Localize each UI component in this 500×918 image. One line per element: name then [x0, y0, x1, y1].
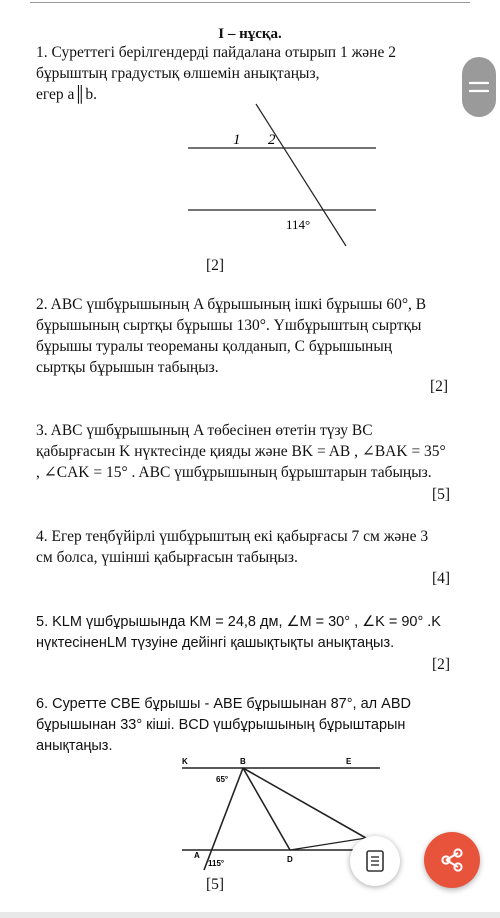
question-2-line: сыртқы бұрышын табыңыз. [36, 359, 219, 376]
question-6 [36, 694, 456, 757]
score-q4: [4] [432, 570, 451, 587]
question-1-line: егер a║b. [36, 86, 98, 103]
point-a-label: A [194, 851, 200, 860]
question-6-line: бұрышынан 33° кіші. BCD үшбұрышының бұрыштарын [36, 717, 406, 733]
question-3 [36, 420, 456, 483]
question-4 [36, 526, 456, 568]
score-q2: [2] [430, 378, 449, 395]
angle-114-label: 114° [286, 217, 311, 232]
question-3-line: , ∠CAK = 15° . ABC үшбұрышының бұрыштарын табыңыз. [36, 464, 432, 481]
angle-1-label: 1 [233, 132, 241, 148]
question-2 [36, 294, 456, 378]
question-1-line: бұрыштың градустық өлшемін анықтаңыз, [36, 65, 320, 82]
point-e-label: E [346, 757, 352, 766]
point-d-label: D [287, 855, 293, 864]
point-k-label: K [182, 757, 188, 766]
question-2-line: бұрышы туралы теореманы қолданып, C бұрышының [36, 338, 393, 355]
question-1 [36, 42, 456, 105]
menu-button[interactable] [462, 57, 496, 117]
question-4-line: 4. Егер теңбүйірлі үшбұрыштың екі қабырғасы 7 см және 3 [36, 528, 429, 545]
segment-bc [243, 768, 366, 838]
menu-icon [469, 80, 489, 94]
score-q5: [2] [432, 656, 451, 673]
question-4-line: см болса, үшінші қабырғасын табыңыз. [36, 549, 298, 566]
question-6-line: анықтаңыз. [36, 738, 113, 754]
question-5 [36, 612, 456, 654]
question-3-line: 3. ABC үшбұрышының A төбесінен өтетін түзу BC [36, 422, 373, 439]
score-q6: [5] [206, 876, 225, 893]
score-q3: [5] [432, 486, 451, 503]
question-3-line: қабырғасын K нүктесінде қияды және BK = AB , ∠BAK = 35° [36, 443, 446, 460]
question-5-line: нүктесіненLM түзуіне дейінгі қашықтықты анықтаңыз. [36, 635, 395, 651]
question-5-line: 5. KLM үшбұрышында KM = 24,8 дм, ∠M = 30° , ∠K = 90° .K [36, 614, 441, 630]
question-6-line: 6. Суретте CBE бұрышы - ABE бұрышынан 87°, ал ABD [36, 696, 411, 712]
top-divider [30, 2, 470, 3]
angle-115-label: 115° [208, 859, 225, 868]
page-title: I – нұсқа. [218, 26, 282, 42]
score-q1: [2] [206, 257, 225, 274]
share-button[interactable] [424, 832, 480, 888]
question-2-line: 2. ABC үшбұрышының A бұрышының ішкі бұрышы 60°, B [36, 296, 427, 313]
segment-bd [243, 768, 290, 850]
point-b-label: B [240, 757, 246, 766]
share-icon [439, 847, 465, 873]
angle-65-label: 65° [216, 775, 229, 784]
angle-2-label: 2 [268, 132, 276, 148]
document-icon [365, 849, 385, 873]
question-1-line: 1. Суреттегі берілгендерді пайдалана отырып 1 және 2 [36, 44, 396, 61]
figure-parallel-lines [180, 100, 390, 252]
document-button[interactable] [350, 836, 400, 886]
question-2-line: бұрышының сыртқы бұрышы 130°. Үшбұрыштың сыртқы [36, 317, 422, 334]
bottom-bar [0, 912, 500, 918]
